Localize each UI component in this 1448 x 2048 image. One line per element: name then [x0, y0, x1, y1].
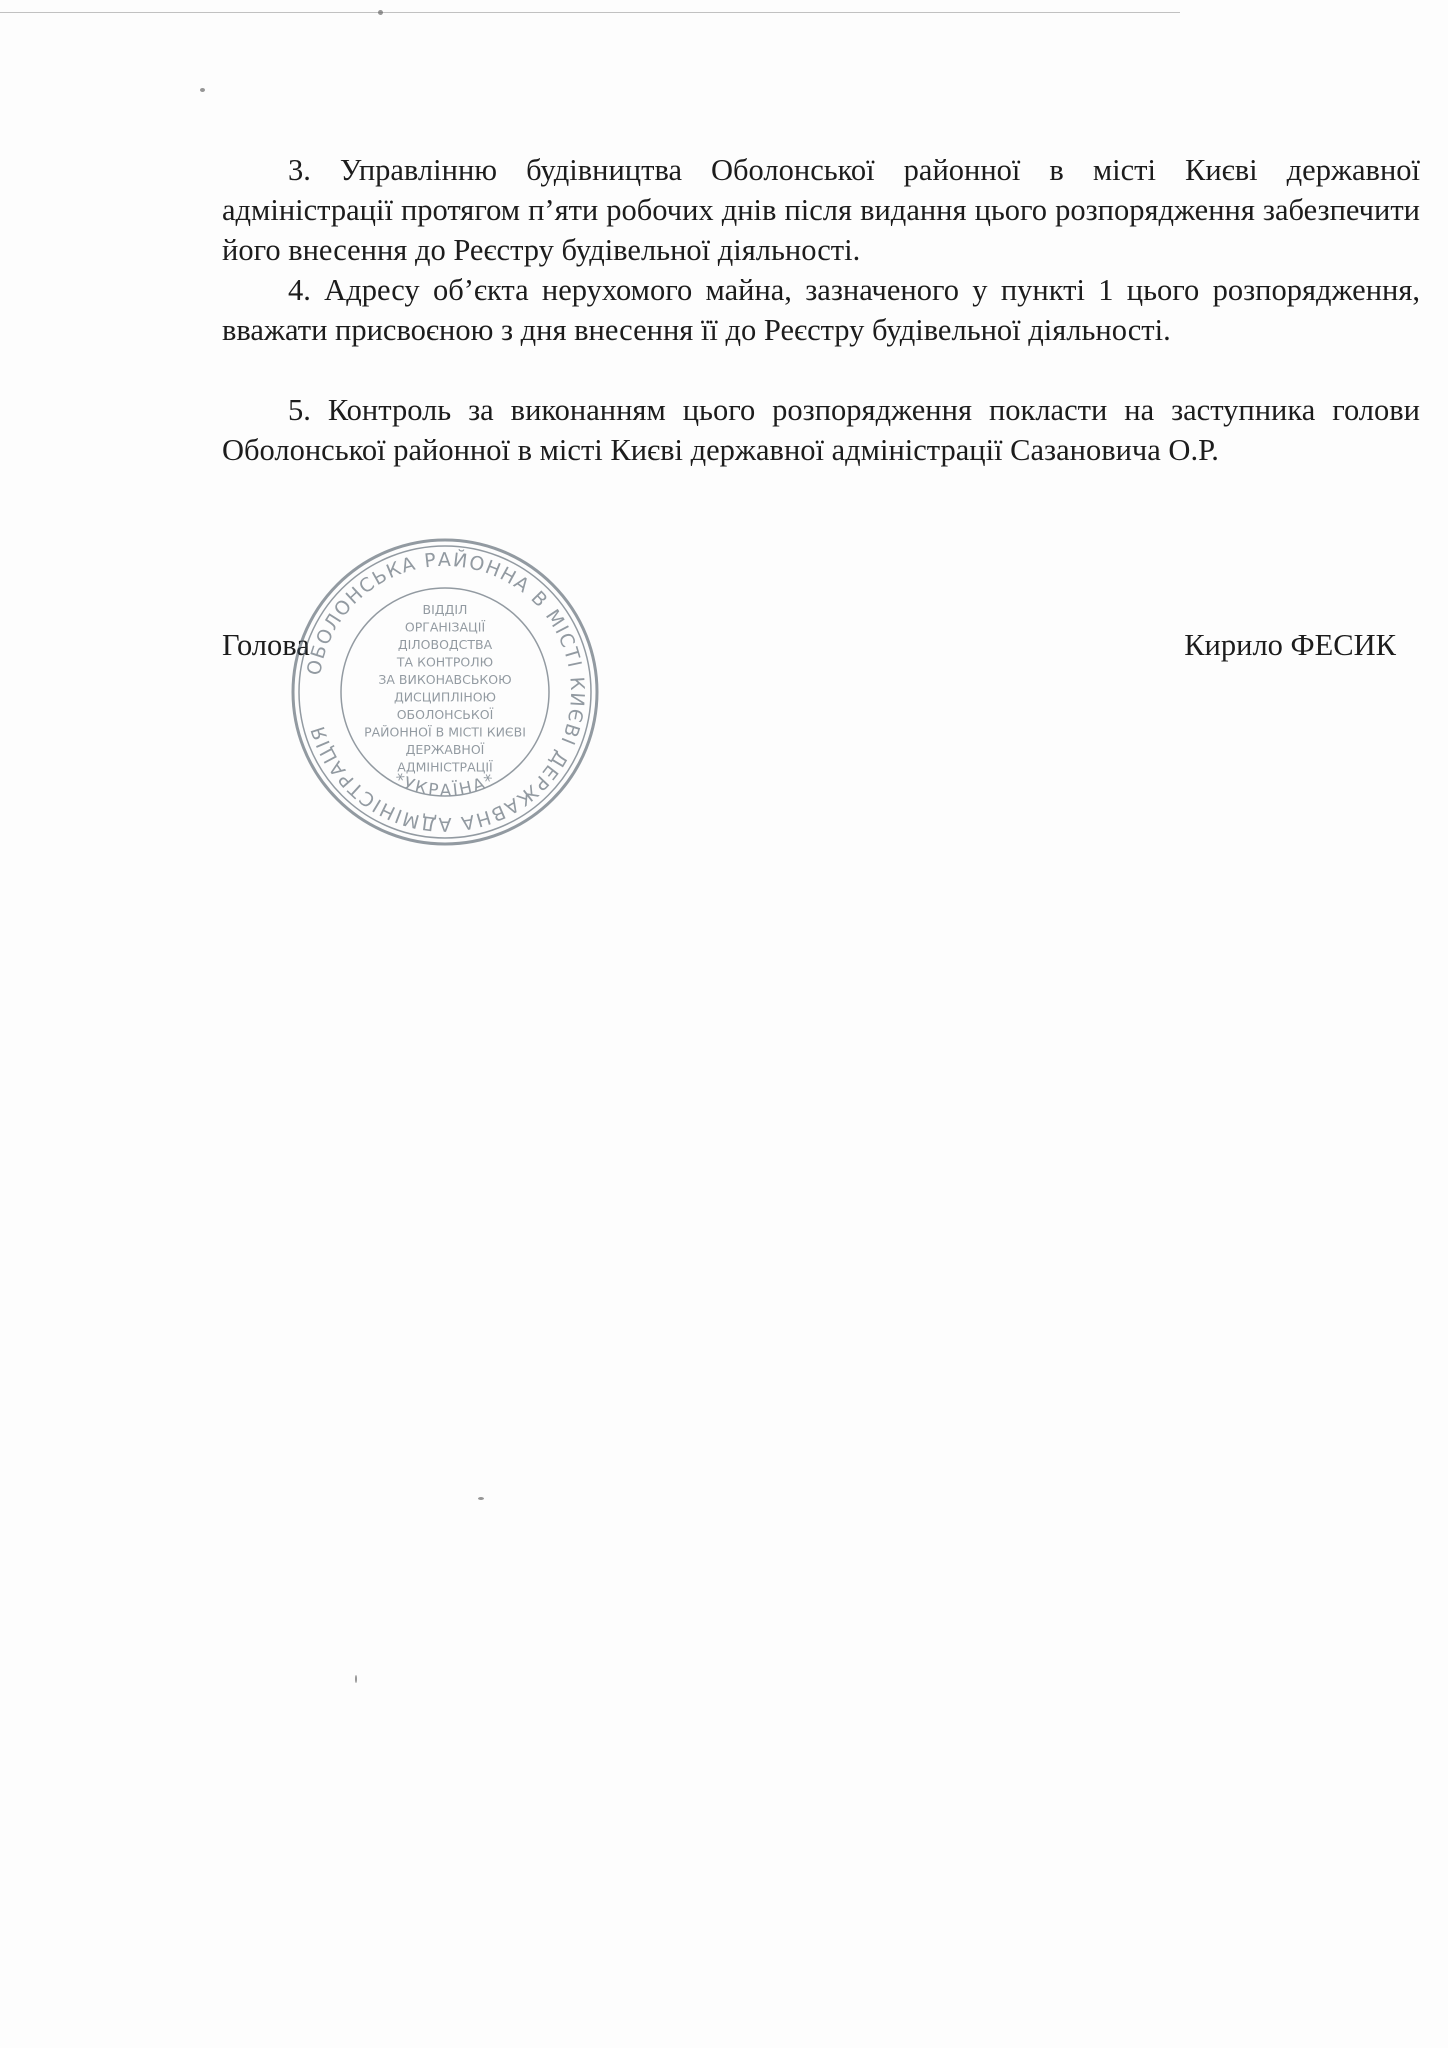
seal-outer-ring-text: ОБОЛОНСЬКА РАЙОННА В МІСТІ КИЄВІ ДЕРЖАВНА АДМІНІСТРАЦІЯ	[303, 548, 589, 836]
signatory-name: Кирило ФЕСИК	[1184, 628, 1396, 662]
seal-center-line: ТА КОНТРОЛЮ	[396, 654, 494, 670]
scan-speck	[478, 1497, 484, 1500]
seal-center-line: ОБОЛОНСЬКОЇ	[396, 707, 494, 722]
scan-artifact-line	[0, 12, 1180, 13]
signatory-title: Голова	[222, 628, 310, 662]
seal-bottom-text: *УКРАЇНА*	[390, 769, 500, 802]
official-seal	[285, 532, 605, 852]
seal-center-line: РАЙОННОЇ В МІСТІ КИЄВІ	[364, 724, 526, 740]
seal-center-line: ВІДДІЛ	[422, 602, 468, 617]
seal-center-line: ЗА ВИКОНАВСЬКОЮ	[378, 672, 512, 687]
scan-speck	[355, 1675, 357, 1683]
seal-center-line: ДІЛОВОДСТВА	[397, 637, 493, 652]
seal-center-line: ДЕРЖАВНОЇ	[405, 742, 485, 757]
scan-speck	[378, 10, 383, 15]
paragraph-3: 3. Управлінню будівництва Оболонської районної в місті Києві державної адміністрації протягом п’яти робочих днів після видання цього розпорядження забезпечити його внесення до Реєстру будівельної діяльності.	[222, 153, 1420, 267]
seal-center-line: ОРГАНІЗАЦІЇ	[404, 619, 486, 635]
seal-center-text	[364, 602, 526, 775]
seal-center-line: АДМІНІСТРАЦІЇ	[397, 759, 493, 775]
seal-center-line: ДИСЦИПЛІНОЮ	[393, 689, 497, 705]
document-body	[222, 150, 1420, 470]
paragraph-5: 5. Контроль за виконанням цього розпорядження покласти на заступника голови Оболонської районної в місті Києві державної адміністрації Сазановича О.Р.	[222, 393, 1420, 467]
scan-speck	[200, 88, 205, 92]
paragraph-4: 4. Адресу об’єкта нерухомого майна, зазначеного у пункті 1 цього розпорядження, вважати присвоєною з дня внесення її до Реєстру будівельної діяльності.	[222, 273, 1420, 347]
